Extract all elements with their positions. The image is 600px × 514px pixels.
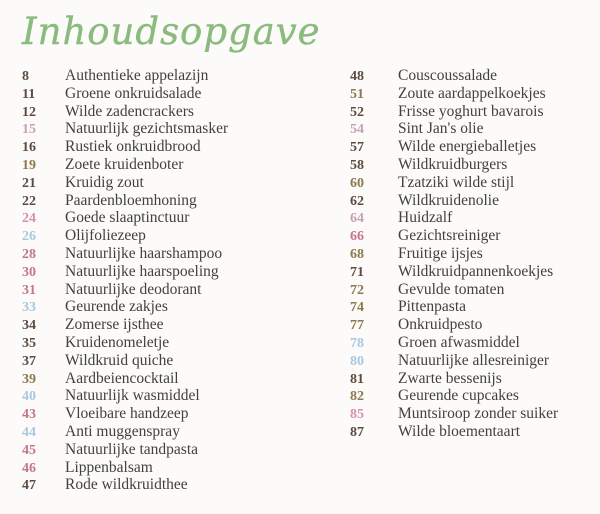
recipe-title: Tzatziki wilde stijl [398,173,515,191]
recipe-title: Zoete kruidenboter [65,155,184,173]
recipe-title: Natuurlijke haarspoeling [65,262,219,280]
toc-entry [350,156,594,174]
page-number: 80 [350,353,364,369]
recipe-title: Natuurlijke haarshampoo [65,244,223,262]
recipe-title: Groene onkruidsalade [65,84,202,102]
toc-entry [22,476,350,494]
recipe-title: Gezichtsreiniger [398,227,501,245]
page-number: 46 [22,460,36,476]
recipe-title: Muntsiroop zonder suiker [398,405,559,423]
recipe-title: Wildkruidenolie [398,191,499,209]
toc-entry [22,192,350,210]
recipe-title: Kruidig zout [65,173,144,191]
page-number: 66 [350,229,364,245]
page-number: 85 [350,407,364,423]
toc-entry [350,245,594,263]
page-number: 72 [350,282,364,298]
page-number: 47 [22,478,36,494]
toc-entry [350,423,594,441]
toc-entry [22,459,350,477]
toc-entry [22,174,350,192]
page-number: 26 [22,229,36,245]
page-number: 71 [350,264,364,280]
recipe-title: Wildkruid quiche [65,351,174,369]
page-number: 60 [350,175,364,191]
page-number: 11 [22,86,36,102]
page-title: Inhoudsopgave [22,10,321,53]
toc-entry [22,103,350,121]
toc-entry [22,263,350,281]
page-number: 87 [350,424,364,440]
recipe-title: Olijfoliezeep [65,227,146,245]
recipe-title: Wildkruidpannenkoekjes [398,262,554,280]
recipe-title: Zomerse ijsthee [65,316,164,334]
page-number: 62 [350,193,364,209]
page-number: 77 [350,318,364,334]
toc-entry [22,316,350,334]
page-number: 15 [22,122,36,138]
recipe-title: Kruidenomeletje [65,333,170,351]
page-number: 8 [22,69,29,84]
toc-entry [350,138,594,156]
recipe-title: Wilde zadencrackers [65,102,194,120]
page-number: 52 [350,104,364,120]
recipe-title: Huidzalf [398,209,453,227]
toc-entry [350,316,594,334]
toc-entry [22,441,350,459]
page-number: 74 [350,300,364,316]
toc-entry [350,67,594,85]
recipe-title: Natuurlijk gezichtsmasker [65,120,229,138]
page-number: 16 [22,140,36,156]
toc-entry [350,227,594,245]
recipe-title: Groen afwasmiddel [398,333,520,351]
toc-entry [22,245,350,263]
recipe-title: Paardenbloemhoning [65,191,197,209]
page-number: 40 [22,389,36,405]
recipe-title: Rustiek onkruidbrood [65,138,201,156]
page-number: 22 [22,193,36,209]
recipe-title: Frisse yoghurt bavarois [398,102,544,120]
page-number: 43 [22,407,36,423]
recipe-title: Natuurlijke tandpasta [65,440,198,458]
page-number: 21 [22,175,36,191]
page-number: 78 [350,335,364,351]
recipe-title: Zoute aardappelkoekjes [398,84,546,102]
toc-entry [22,405,350,423]
recipe-title: Natuurlijke deodorant [65,280,202,298]
recipe-title: Wilde energieballetjes [398,138,537,156]
recipe-title: Zwarte bessenijs [398,369,502,387]
toc-entry [350,174,594,192]
recipe-title: Wilde bloementaart [398,422,521,440]
toc-entry [350,334,594,352]
recipe-title: Lippenbalsam [65,458,153,476]
recipe-title: Geurende cupcakes [398,387,519,405]
recipe-title: Geurende zakjes [65,298,168,316]
recipe-title: Rode wildkruidthee [65,476,188,494]
page-number: 28 [22,246,36,262]
toc-columns [22,67,594,494]
recipe-title: Anti muggenspray [65,422,180,440]
page-number: 33 [22,300,36,316]
page-number: 81 [350,371,364,387]
page-number: 37 [22,353,36,369]
toc-entry [22,67,350,85]
page-number: 19 [22,157,36,173]
recipe-title: Authentieke appelazijn [65,67,209,84]
page-number: 31 [22,282,36,298]
recipe-title: Wildkruidburgers [398,155,508,173]
toc-entry [350,263,594,281]
toc-entry [22,370,350,388]
toc-entry [22,120,350,138]
toc-entry [22,227,350,245]
toc-entry [350,120,594,138]
toc-entry [350,192,594,210]
recipe-title: Couscoussalade [398,67,498,84]
toc-entry [350,387,594,405]
page-number: 45 [22,442,36,458]
page-number: 12 [22,104,36,120]
toc-entry [22,281,350,299]
recipe-title: Aardbeiencocktail [65,369,179,387]
recipe-title: Goede slaaptinctuur [65,209,190,227]
toc-entry [350,298,594,316]
toc-entry [350,352,594,370]
recipe-title: Sint Jan's olie [398,120,484,138]
page-number: 30 [22,264,36,280]
page-number: 35 [22,335,36,351]
page-number: 24 [22,211,36,227]
toc-column-left [22,67,350,494]
page-number: 68 [350,246,364,262]
toc-entry [22,352,350,370]
toc-entry [22,298,350,316]
page-number: 64 [350,211,364,227]
page-number: 58 [350,157,364,173]
page-number: 48 [350,69,364,84]
recipe-title: Vloeibare handzeep [65,405,189,423]
page-number: 57 [350,140,364,156]
toc-entry [350,405,594,423]
toc-entry [22,387,350,405]
page-number: 34 [22,318,36,334]
toc-entry [22,85,350,103]
recipe-title: Natuurlijk wasmiddel [65,387,200,405]
toc-entry [350,281,594,299]
page-number: 54 [350,122,364,138]
recipe-title: Natuurlijke allesreiniger [398,351,550,369]
toc-entry [22,334,350,352]
recipe-title: Gevulde tomaten [398,280,505,298]
toc-entry [22,423,350,441]
recipe-title: Pittenpasta [398,298,467,316]
page-number: 39 [22,371,36,387]
toc-column-right [350,67,594,494]
toc-entry [350,209,594,227]
recipe-title: Onkruidpesto [398,316,483,334]
page-number: 51 [350,86,364,102]
recipe-title: Fruitige ijsjes [398,244,483,262]
page-number: 82 [350,389,364,405]
page-number: 44 [22,424,36,440]
toc-entry [22,209,350,227]
toc-entry [350,85,594,103]
toc-entry [350,103,594,121]
toc-entry [22,138,350,156]
toc-entry [350,370,594,388]
toc-entry [22,156,350,174]
